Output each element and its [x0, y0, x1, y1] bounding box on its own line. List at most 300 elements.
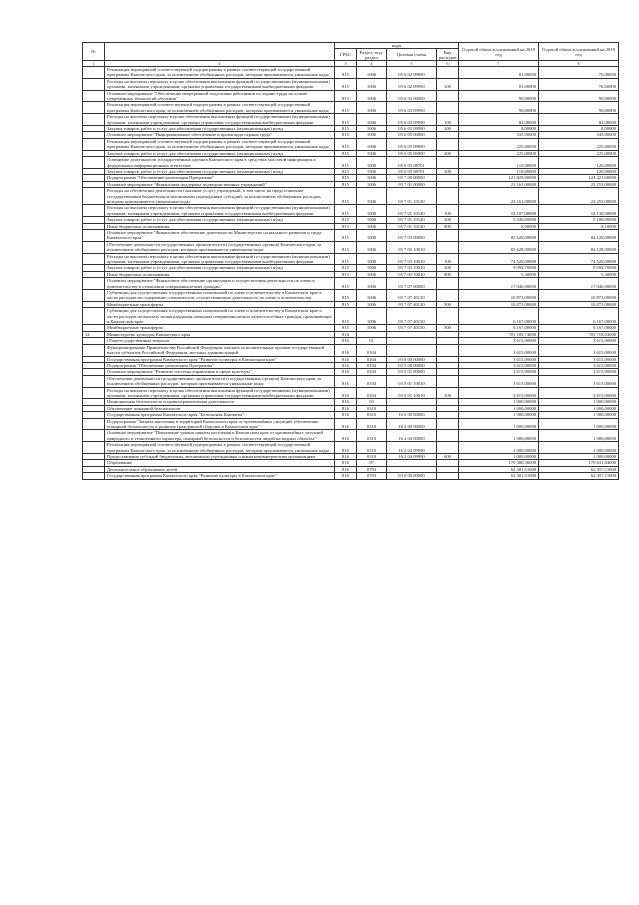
row-amount-2019: 90,00000: [539, 90, 619, 102]
row-razdel: 1006: [357, 138, 387, 150]
row-number: [83, 290, 105, 302]
row-amount-2019: 5,30000: [539, 271, 619, 277]
row-expense-type: 800: [437, 223, 459, 229]
row-expense-type: [437, 375, 459, 387]
table-row: [83, 157, 619, 169]
row-number: [83, 78, 105, 90]
table-row: [83, 90, 619, 102]
row-name: Субвенции для осуществления государственных полномочий по опеке и попечительству в Камчатском крае в части расходов на содержание специалистов, осуществляющих деятельность по опеке и попечительству: [105, 290, 335, 302]
row-razdel: 1006: [357, 301, 387, 307]
column-index-cell: 8: [539, 61, 619, 67]
row-razdel: 1006: [357, 67, 387, 79]
table-row: [83, 229, 619, 241]
row-razdel: 1006: [357, 223, 387, 229]
budget-document: [82, 42, 618, 480]
row-target-article: 05 7 01 10140: [387, 217, 437, 223]
row-grbs: 816: [335, 344, 357, 356]
row-amount-2018: 8,00000: [459, 223, 539, 229]
row-name: Закупка товаров, работ и услуг для обеспечения государственных (муниципальных) нужд: [105, 217, 335, 223]
row-razdel: 0104: [357, 356, 387, 362]
row-expense-type: 100: [437, 253, 459, 265]
table-row: [83, 387, 619, 399]
row-number: [83, 375, 105, 387]
row-name: Министерство культуры Камчатского края: [105, 331, 335, 337]
row-amount-2018: 81,00000: [459, 78, 539, 90]
table-row: [83, 308, 619, 325]
row-number: [83, 114, 105, 126]
row-name: Освещение деятельности государственных органов Камчатского края в средствах массовой информации и федеральных информационных агентствах: [105, 157, 335, 169]
row-number: [83, 205, 105, 217]
row-amount-2018: 74 528,00000: [459, 253, 539, 265]
row-grbs: 816: [335, 356, 357, 362]
row-amount-2018: 82,00000: [459, 114, 539, 126]
row-amount-2019: 225,00000: [539, 138, 619, 150]
row-number: [83, 278, 105, 290]
table-row: [83, 102, 619, 114]
row-name: Реализация мероприятий соответствующей подпрограммы в рамках соответствующей государственной программы Камчатского края, за исключением обобщенных расходов, которым присваиваются уникальные коды: [105, 442, 335, 454]
row-amount-2018: 3 615,00000: [459, 344, 539, 356]
row-razdel: 1006: [357, 132, 387, 138]
row-target-article: 05 6 02 09990: [387, 78, 437, 90]
row-expense-type: 200: [437, 150, 459, 156]
row-razdel: 1006: [357, 325, 387, 331]
row-number: [83, 90, 105, 102]
row-grbs: 815: [335, 253, 357, 265]
row-grbs: 815: [335, 217, 357, 223]
row-number: [83, 430, 105, 442]
table-row: [83, 78, 619, 90]
row-amount-2019: 3 615,00000: [539, 344, 619, 356]
row-target-article: 05 6 03 00000: [387, 90, 437, 102]
row-name: Основное мероприятие "Финансовое обеспечение организации и осуществления деятельности по опеке и попечительству в отношении совершеннолетних граждан": [105, 278, 335, 290]
row-grbs: 815: [335, 181, 357, 187]
row-amount-2018: 123 829,00000: [459, 175, 539, 181]
row-number: [83, 229, 105, 241]
row-name: Образование: [105, 460, 335, 466]
row-amount-2018: 90,00000: [459, 90, 539, 102]
row-amount-2018: 110,00000: [459, 168, 539, 174]
row-target-article: 16 0 00 00000: [387, 412, 437, 418]
row-expense-type: [437, 241, 459, 253]
row-expense-type: [437, 344, 459, 356]
row-amount-2019: 23 253,00000: [539, 188, 619, 205]
row-amount-2019: 82,00000: [539, 114, 619, 126]
row-number: [83, 67, 105, 79]
table-row: [83, 205, 619, 217]
row-number: [83, 241, 105, 253]
row-expense-type: 200: [437, 217, 459, 223]
column-index-cell: 5: [387, 61, 437, 67]
table-row: [83, 278, 619, 290]
header-vid: Вид расходов: [437, 49, 459, 61]
row-name: Обеспечение деятельности государственных органов власти (государственных органов) Камчатского края, за исключением обобщенных расходов, которым присваиваются уникальные коды: [105, 241, 335, 253]
row-razdel: 1006: [357, 78, 387, 90]
row-amount-2018: 23 161,00000: [459, 188, 539, 205]
row-target-article: 03 0 00 00000: [387, 473, 437, 479]
row-razdel: 0703: [357, 466, 387, 472]
row-razdel: 1006: [357, 205, 387, 217]
row-name: Основное мероприятие "Информационное обеспечение и пропаганда охраны труда": [105, 132, 335, 138]
row-expense-type: [437, 278, 459, 290]
table-body: [83, 67, 619, 480]
row-name: Государственная программа Камчатского края "Развитие культуры в Камчатском крае": [105, 473, 335, 479]
row-razdel: 0703: [357, 473, 387, 479]
row-razdel: 1006: [357, 308, 387, 325]
row-amount-2018: 110,00000: [459, 157, 539, 169]
row-razdel: 1006: [357, 253, 387, 265]
header-2019: Годовой объем ассигнований на 2019 год: [539, 43, 619, 61]
row-amount-2018: 1 000,00000: [459, 454, 539, 460]
row-grbs: 815: [335, 241, 357, 253]
row-razdel: 03: [357, 399, 387, 405]
row-name: Иные бюджетные ассигнования: [105, 271, 335, 277]
row-target-article: 05 6 05 09990: [387, 138, 437, 150]
row-expense-type: [437, 442, 459, 454]
header-2018: Годовой объем ассигнований на 2018 год: [459, 43, 539, 61]
row-grbs: 816: [335, 405, 357, 411]
row-number: 14: [83, 331, 105, 337]
table-row: [83, 344, 619, 356]
table-row: [83, 67, 619, 79]
row-razdel: 1006: [357, 90, 387, 102]
row-target-article: 05 6 03 09990: [387, 102, 437, 114]
column-index-cell: 1: [83, 61, 105, 67]
row-razdel: 1006: [357, 278, 387, 290]
table-row: [83, 290, 619, 302]
row-target-article: 05 7 00 00000: [387, 175, 437, 181]
row-amount-2019: 18 138,00000: [539, 205, 619, 217]
row-target-article: 03 5 01 10010: [387, 375, 437, 387]
row-amount-2019: 3 615,00000: [539, 369, 619, 375]
row-razdel: 0104: [357, 375, 387, 387]
row-amount-2019: 1 000,00000: [539, 454, 619, 460]
row-razdel: 0310: [357, 442, 387, 454]
row-amount-2019: 1 000,00000: [539, 418, 619, 430]
row-amount-2019: 124 421,00000: [539, 175, 619, 181]
row-amount-2018: 701 109,74000: [459, 331, 539, 337]
row-number: [83, 442, 105, 454]
row-grbs: 815: [335, 168, 357, 174]
row-expense-type: [437, 188, 459, 205]
row-amount-2018: 81,00000: [459, 67, 539, 79]
row-amount-2019: 120,00000: [539, 157, 619, 169]
row-amount-2019: 90,00000: [539, 102, 619, 114]
table-row: [83, 430, 619, 442]
row-name: Субвенции для осуществления государственных полномочий по опеке и попечительству в Камчатском крае в части расходов на выплату вознаграждения опекунам совершеннолетних недееспособных граждан, проживающих в Камчатском крае: [105, 308, 335, 325]
row-grbs: 816: [335, 399, 357, 405]
row-expense-type: 600: [437, 454, 459, 460]
row-amount-2018: 3 615,00000: [459, 375, 539, 387]
row-grbs: 815: [335, 290, 357, 302]
header-codes: коды: [335, 43, 459, 49]
row-razdel: 0104: [357, 362, 387, 368]
row-number: [83, 418, 105, 430]
row-target-article: 05 7 03 00000: [387, 229, 437, 241]
row-name: Межбюджетные трансферты: [105, 325, 335, 331]
row-name: Подпрограмма "Защита населения и территорий Камчатского края от чрезвычайных ситуаций, обеспечение пожарной безопасности и развитие гражданской обороны в Камчатском крае": [105, 418, 335, 430]
row-name: Основное мероприятие "Повышение уровня защиты населения в Камчатском крае от чрезвычайных ситуаций природного и техногенного характера, пожарной безопасности и безопасности людей на водных объектах": [105, 430, 335, 442]
row-grbs: 815: [335, 223, 357, 229]
row-target-article: 05 7 01 10140: [387, 223, 437, 229]
row-amount-2019: 74 528,00000: [539, 253, 619, 265]
row-grbs: 816: [335, 442, 357, 454]
table-row: [83, 114, 619, 126]
row-amount-2018: 335,00000: [459, 132, 539, 138]
row-amount-2019: 1 000,00000: [539, 405, 619, 411]
row-number: [83, 157, 105, 169]
row-grbs: 815: [335, 265, 357, 271]
row-name: Основное мероприятие "Финансовое обеспечение деятельности Министерства социального развития и труда Камчатского края": [105, 229, 335, 241]
row-name: Дополнительное образование детей: [105, 466, 335, 472]
row-amount-2018: 3 615,00000: [459, 338, 539, 344]
row-amount-2019: 1 000,00000: [539, 430, 619, 442]
row-amount-2018: 23 161,00000: [459, 181, 539, 187]
table-row: [83, 375, 619, 387]
row-target-article: 05 7 03 10010: [387, 265, 437, 271]
header-name: [105, 43, 335, 61]
row-name: Основное мероприятие "Обеспечение непрерывной подготовки работников по охране труда на основе современных технологий обучения": [105, 90, 335, 102]
column-index-cell: 6: [437, 61, 459, 67]
row-grbs: 815: [335, 205, 357, 217]
row-name: Расходы на выплаты персоналу в целях обеспечения выполнения функций государственными (муниципальными) органами, казенными учреждениями, органами управления государственными внебюджетными фондами: [105, 78, 335, 90]
row-name: Обеспечение деятельности государственных органов власти (государственных органов) Камчатского края, за исключением обобщенных расходов, которым присваиваются уникальные коды: [105, 375, 335, 387]
row-name: Общегосударственные вопросы: [105, 338, 335, 344]
row-razdel: 0310: [357, 405, 387, 411]
row-razdel: 1006: [357, 181, 387, 187]
row-grbs: 815: [335, 90, 357, 102]
table-row: [83, 241, 619, 253]
row-grbs: 816: [335, 331, 357, 337]
row-target-article: 05 7 03 10010: [387, 271, 437, 277]
row-target-article: 05 6 03 09990: [387, 114, 437, 126]
row-grbs: 815: [335, 175, 357, 181]
row-name: Закупка товаров, работ и услуг для обеспечения государственных (муниципальных) нужд: [105, 265, 335, 271]
row-grbs: 815: [335, 301, 357, 307]
row-number: [83, 473, 105, 479]
row-target-article: 05 6 05 98701: [387, 168, 437, 174]
row-amount-2018: 3 615,00000: [459, 362, 539, 368]
table-row: [83, 418, 619, 430]
row-razdel: 1006: [357, 168, 387, 174]
row-expense-type: 100: [437, 205, 459, 217]
row-expense-type: 200: [437, 126, 459, 132]
row-name: Национальная безопасность и правоохранительная деятельность: [105, 399, 335, 405]
row-target-article: 05 7 01 10140: [387, 205, 437, 217]
row-number: [83, 387, 105, 399]
row-target-article: 05 6 05 00000: [387, 132, 437, 138]
row-name: Расходы на выплаты персоналу в целях обеспечения выполнения функций государственными (муниципальными) органами, казенными учреждениями, органами управления государственными внебюджетными фондами: [105, 253, 335, 265]
row-target-article: 16 2 04 09990: [387, 454, 437, 460]
row-expense-type: [437, 67, 459, 79]
row-razdel: 1006: [357, 102, 387, 114]
row-target-article: 05 7 01 10140: [387, 188, 437, 205]
row-amount-2018: 225,00000: [459, 138, 539, 150]
row-name: Обеспечение пожарной безопасности: [105, 405, 335, 411]
table-row: [83, 473, 619, 479]
row-grbs: 816: [335, 418, 357, 430]
table-row: [83, 442, 619, 454]
row-name: Основное мероприятие "Развитие системы управления в сфере культуры": [105, 369, 335, 375]
row-amount-2018: 62 301,51000: [459, 473, 539, 479]
row-amount-2018: 10 873,00000: [459, 301, 539, 307]
row-amount-2019: 62 457,11000: [539, 473, 619, 479]
row-target-article: 05 6 05 98701: [387, 157, 437, 169]
column-index-cell: 2: [105, 61, 335, 67]
row-name: Расходы на обеспечение деятельности (оказание услуг) учреждений, в том числе на предоставление государственным бюджетным и автономным учреждениям субсидий, за исключением обобщенных расходов, которым присваиваются уникальные коды: [105, 188, 335, 205]
row-amount-2018: 90,00000: [459, 102, 539, 114]
row-amount-2019: 10 873,00000: [539, 301, 619, 307]
row-number: [83, 188, 105, 205]
row-number: [83, 253, 105, 265]
row-grbs: 815: [335, 126, 357, 132]
row-amount-2018: 6 167,00000: [459, 308, 539, 325]
row-razdel: 0310: [357, 418, 387, 430]
row-amount-2018: 62 301,51000: [459, 466, 539, 472]
row-expense-type: 500: [437, 325, 459, 331]
row-name: Расходы на выплаты персоналу в целях обеспечения выполнения функций государственными (муниципальными) органами, казенными учреждениями, органами управления государственными внебюджетными фондами: [105, 114, 335, 126]
row-amount-2019: 1 000,00000: [539, 399, 619, 405]
row-amount-2018: 83 628,00000: [459, 241, 539, 253]
row-expense-type: [437, 418, 459, 430]
row-amount-2019: 23 253,00000: [539, 181, 619, 187]
row-target-article: 16 2 00 00000: [387, 418, 437, 430]
row-expense-type: [437, 90, 459, 102]
row-amount-2019: 3 615,00000: [539, 356, 619, 362]
row-name: Реализация мероприятий соответствующей подпрограммы в рамках соответствующей государственной программы Камчатского края, за исключением обобщенных расходов, которым присваиваются уникальные коды: [105, 102, 335, 114]
row-amount-2018: 3 615,00000: [459, 356, 539, 362]
row-target-article: 05 7 03 10010: [387, 253, 437, 265]
row-grbs: 815: [335, 114, 357, 126]
header-razdel: Раздел, под-раздел: [357, 49, 387, 61]
row-amount-2019: 1 000,00000: [539, 442, 619, 454]
row-name: Предоставление субсидий бюджетным, автономным учреждениям и иным некоммерческим организациям: [105, 454, 335, 460]
row-grbs: 816: [335, 454, 357, 460]
row-razdel: 0104: [357, 369, 387, 375]
row-name: Государственная программа Камчатского края "Развитие культуры в Камчатском крае": [105, 356, 335, 362]
row-amount-2019: 225,00000: [539, 150, 619, 156]
budget-table: [82, 42, 619, 480]
row-amount-2019: 3 615,00000: [539, 387, 619, 399]
row-razdel: 07: [357, 460, 387, 466]
row-razdel: 1006: [357, 229, 387, 241]
row-expense-type: [437, 229, 459, 241]
row-amount-2019: 84 128,00000: [539, 229, 619, 241]
row-target-article: 03 5 00 00000: [387, 362, 437, 368]
row-amount-2019: 76,00000: [539, 67, 619, 79]
header-grbs: ГРБС: [335, 49, 357, 61]
row-grbs: 816: [335, 460, 357, 466]
row-target-article: 16 2 04 00000: [387, 430, 437, 442]
row-razdel: 1006: [357, 188, 387, 205]
row-amount-2019: 62 457,11000: [539, 466, 619, 472]
row-razdel: 0310: [357, 430, 387, 442]
row-razdel: 1006: [357, 114, 387, 126]
row-amount-2019: 8,10000: [539, 223, 619, 229]
row-razdel: 1006: [357, 150, 387, 156]
row-amount-2019: 84 128,00000: [539, 241, 619, 253]
row-expense-type: 100: [437, 387, 459, 399]
table-row: [83, 253, 619, 265]
row-amount-2019: 120,00000: [539, 168, 619, 174]
row-name: Подпрограмма "Обеспечение реализации Программы": [105, 175, 335, 181]
row-razdel: 0310: [357, 454, 387, 460]
row-grbs: 815: [335, 138, 357, 150]
row-amount-2018: 1 000,00000: [459, 442, 539, 454]
row-target-article: 05 7 07 40150: [387, 308, 437, 325]
row-expense-type: [437, 290, 459, 302]
row-grbs: 815: [335, 308, 357, 325]
row-amount-2019: 170 631,84000: [539, 460, 619, 466]
row-razdel: 0104: [357, 387, 387, 399]
row-number: [83, 138, 105, 150]
row-expense-type: [437, 473, 459, 479]
row-amount-2019: 5 106,90000: [539, 217, 619, 223]
row-amount-2019: 8,00000: [539, 126, 619, 132]
row-target-article: 16 2 04 09990: [387, 442, 437, 454]
row-name: Реализация мероприятий соответствующей подпрограммы в рамках соответствующей государственной программы Камчатского края, за исключением обобщенных расходов, которым присваиваются уникальные коды: [105, 67, 335, 79]
row-grbs: 815: [335, 188, 357, 205]
row-razdel: 1006: [357, 175, 387, 181]
row-grbs: 815: [335, 150, 357, 156]
row-grbs: 815: [335, 325, 357, 331]
row-amount-2019: 703 718,03000: [539, 331, 619, 337]
row-expense-type: [437, 430, 459, 442]
row-amount-2018: 3 615,00000: [459, 387, 539, 399]
row-name: Функционирование Правительства Российской Федерации, высших исполнительных органов государственной власти субъектов Российской Федерации, местных администраций: [105, 344, 335, 356]
row-razdel: 1006: [357, 126, 387, 132]
row-amount-2018: 170 380,56000: [459, 460, 539, 466]
row-name: Закупка товаров, работ и услуг для обеспечения государственных (муниципальных) нужд: [105, 150, 335, 156]
row-name: Расходы на выплаты персоналу в целях обеспечения выполнения функций государственными (муниципальными) органами, казенными учреждениями, органами управления государственными внебюджетными фондами: [105, 387, 335, 399]
row-expense-type: 200: [437, 265, 459, 271]
row-amount-2019: 6 167,00000: [539, 308, 619, 325]
row-grbs: 816: [335, 387, 357, 399]
row-amount-2018: 1 000,00000: [459, 412, 539, 418]
row-expense-type: [437, 102, 459, 114]
row-amount-2018: 1 000,00000: [459, 405, 539, 411]
row-razdel: 1006: [357, 271, 387, 277]
row-expense-type: 800: [437, 271, 459, 277]
table-row: [83, 188, 619, 205]
row-target-article: 05 7 07 00000: [387, 278, 437, 290]
row-number: [83, 344, 105, 356]
row-amount-2018: 17 040,00000: [459, 278, 539, 290]
row-target-article: 03 5 01 10010: [387, 387, 437, 399]
row-target-article: 05 7 07 40120: [387, 301, 437, 307]
row-name: Закупка товаров, работ и услуг для обеспечения государственных (муниципальных) нужд: [105, 168, 335, 174]
row-expense-type: 500: [437, 301, 459, 307]
row-name: Реализация мероприятий соответствующей подпрограммы в рамках соответствующей государственной программы Камчатского края, за исключением обобщенных расходов, которым присваиваются уникальные коды: [105, 138, 335, 150]
row-grbs: 816: [335, 430, 357, 442]
row-grbs: 816: [335, 369, 357, 375]
row-amount-2019: 3 615,00000: [539, 362, 619, 368]
row-expense-type: [437, 308, 459, 325]
row-amount-2018: 9 094,70000: [459, 265, 539, 271]
row-amount-2018: 5,30000: [459, 271, 539, 277]
column-index-cell: 7: [459, 61, 539, 67]
row-razdel: 1006: [357, 241, 387, 253]
row-grbs: 816: [335, 362, 357, 368]
row-grbs: 815: [335, 157, 357, 169]
row-grbs: 815: [335, 78, 357, 90]
row-name: Подпрограмма "Обеспечение реализации Программы": [105, 362, 335, 368]
row-grbs: 815: [335, 132, 357, 138]
row-amount-2018: 10 873,00000: [459, 290, 539, 302]
row-expense-type: [437, 157, 459, 169]
header-num: №: [83, 43, 105, 61]
row-grbs: 815: [335, 67, 357, 79]
row-razdel: 0310: [357, 412, 387, 418]
